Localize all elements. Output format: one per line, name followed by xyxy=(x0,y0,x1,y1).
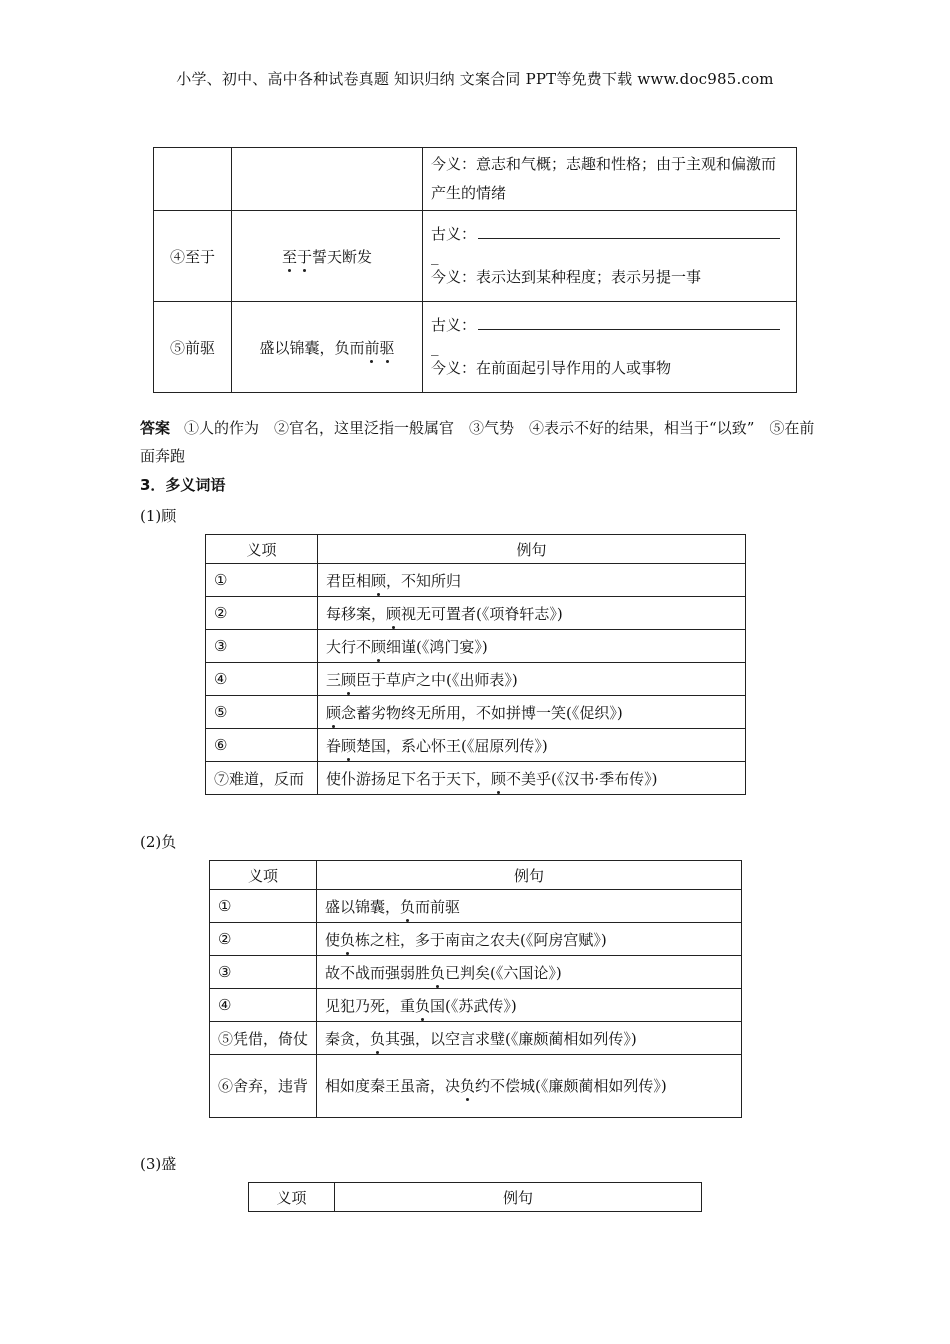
sense-cell: ⑥舍弃，违背 xyxy=(210,1055,317,1118)
emphasis-char: 前 xyxy=(364,338,380,357)
answer-text: ①人的作为 ②官名，这里泛指一般属官 ③气势 ④表示不好的结果，相当于“以致” ⑤在前面奔跑 xyxy=(140,419,815,465)
example-text: 誓天断发 xyxy=(312,247,373,266)
ancient-label: 古义： xyxy=(431,225,477,243)
blank-trail: _ xyxy=(431,338,439,356)
word-cell xyxy=(154,148,232,211)
sense-cell: ② xyxy=(206,597,318,630)
emphasis-char: 顾 xyxy=(491,769,507,788)
emphasis-char: 顾 xyxy=(386,604,402,623)
subsection-title-sheng: (3)盛 xyxy=(140,1155,177,1173)
sentence-text: 盛以锦囊， xyxy=(325,897,401,916)
answer-paragraph xyxy=(140,414,820,470)
example-sentence-cell xyxy=(317,923,742,956)
emphasis-char: 负 xyxy=(340,930,356,949)
sense-cell: ⑦难道，反而 xyxy=(206,762,318,795)
table-row xyxy=(210,890,742,923)
example-sentence-cell xyxy=(318,564,746,597)
sense-cell: ① xyxy=(210,890,317,923)
example-sentence-cell xyxy=(317,989,742,1022)
emphasis-char: 负 xyxy=(400,897,416,916)
emphasis-char: 驱 xyxy=(379,338,395,357)
example-cell xyxy=(232,211,423,302)
example-text: 盛以锦囊，负而 xyxy=(259,338,365,357)
table-row xyxy=(210,923,742,956)
sense-cell: ⑤ xyxy=(206,696,318,729)
example-sentence-cell xyxy=(317,890,742,923)
emphasis-char: 顾 xyxy=(371,571,387,590)
table-row xyxy=(206,663,746,696)
sentence-text: 故不战而强弱胜 xyxy=(325,963,431,982)
emphasis-char: 顾 xyxy=(341,736,357,755)
sense-cell: ④ xyxy=(210,989,317,1022)
sentence-text: 栋之柱，多于南亩之农夫(《阿房宫赋》) xyxy=(355,930,607,949)
meaning-cell xyxy=(423,302,797,393)
table-row xyxy=(210,1022,742,1055)
emphasis-char: 负 xyxy=(370,1029,386,1048)
emphasis-char: 负 xyxy=(460,1077,476,1095)
blank-trail: _ xyxy=(431,247,439,265)
sense-cell: ① xyxy=(206,564,318,597)
table-row xyxy=(206,729,746,762)
polysemy-table-sheng xyxy=(248,1182,702,1212)
word-cell: ④至于 xyxy=(154,211,232,302)
header-example: 例句 xyxy=(317,861,742,890)
word-cell: ⑤前驱 xyxy=(154,302,232,393)
example-sentence-cell xyxy=(318,696,746,729)
emphasis-char: 于 xyxy=(296,247,312,266)
example-sentence-cell xyxy=(318,663,746,696)
meaning-cell: 今义：意志和气概；志趣和性格；由于主观和偏激而产生的情绪 xyxy=(423,148,797,211)
emphasis-char: 负 xyxy=(415,996,431,1015)
subsection-title-fu: (2)负 xyxy=(140,833,177,851)
sentence-text: 眷 xyxy=(326,736,342,755)
sentence-text: 国(《苏武传》) xyxy=(430,996,517,1015)
subsection-title-gu: (1)顾 xyxy=(140,507,177,525)
table-row xyxy=(154,302,797,393)
sense-cell: ③ xyxy=(206,630,318,663)
answer-blank xyxy=(478,224,780,239)
table-row xyxy=(206,630,746,663)
sentence-text: 使 xyxy=(325,930,341,949)
table-header-row xyxy=(206,535,746,564)
example-sentence-cell xyxy=(318,597,746,630)
sentence-text: 臣于草庐之中(《出师表》) xyxy=(356,670,518,689)
sentence-text: 秦贪， xyxy=(325,1029,371,1048)
table-row xyxy=(206,762,746,795)
example-sentence-cell xyxy=(317,956,742,989)
emphasis-char: 顾 xyxy=(371,637,387,656)
emphasis-char: 顾 xyxy=(326,703,342,722)
header-sense: 义项 xyxy=(210,861,317,890)
sentence-text: 每移案， xyxy=(326,604,387,623)
sense-cell: ④ xyxy=(206,663,318,696)
sentence-text: 大行不 xyxy=(326,637,372,656)
header-sense: 义项 xyxy=(206,535,318,564)
sense-cell: ② xyxy=(210,923,317,956)
sense-cell: ⑤凭借，倚仗 xyxy=(210,1022,317,1055)
example-sentence-cell xyxy=(318,630,746,663)
example-sentence-cell xyxy=(317,1055,742,1118)
table-row xyxy=(210,1055,742,1118)
sentence-text: 楚国，系心怀王(《屈原列传》) xyxy=(356,736,548,755)
example-cell xyxy=(232,302,423,393)
table-row xyxy=(154,148,797,211)
modern-meaning: 今义：表示达到某种程度；表示另提一事 xyxy=(431,268,702,286)
modern-meaning: 今义：在前面起引导作用的人或事物 xyxy=(431,359,672,377)
table-header-row xyxy=(249,1183,702,1212)
sentence-text: 念蓄劣物终无所用，不如拼博一笑(《促织》) xyxy=(341,703,623,722)
section-title: 3．多义词语 xyxy=(140,476,226,494)
sentence-text: 其强，以空言求璧(《廉颇蔺相如列传》) xyxy=(385,1029,637,1048)
example-cell xyxy=(232,148,423,211)
table-row xyxy=(210,956,742,989)
table-row xyxy=(154,211,797,302)
ancient-label: 古义： xyxy=(431,316,477,334)
sentence-text: 使仆游扬足下名于天下， xyxy=(326,769,492,788)
meaning-cell xyxy=(423,211,797,302)
emphasis-char: 顾 xyxy=(341,670,357,689)
example-sentence-cell xyxy=(318,729,746,762)
sentence-text: 细谨(《鸿门宴》) xyxy=(386,637,488,656)
sentence-text: 约不偿城(《廉颇蔺相如列传》) xyxy=(475,1077,667,1095)
page-header: 小学、初中、高中各种试卷真题 知识归纳 文案合同 PPT等免费下载 www.doc985.com xyxy=(176,70,774,88)
table-row xyxy=(206,564,746,597)
example-sentence-cell xyxy=(318,762,746,795)
sentence-text: 君臣相 xyxy=(326,571,372,590)
example-sentence-cell xyxy=(317,1022,742,1055)
emphasis-char: 负 xyxy=(430,963,446,982)
answer-label: 答案 xyxy=(140,419,171,437)
sentence-text: 已判矣(《六国论》) xyxy=(445,963,562,982)
table-row xyxy=(210,989,742,1022)
polysemy-table-fu xyxy=(209,860,742,1118)
polysemy-table-gu xyxy=(205,534,746,795)
ancient-modern-table xyxy=(153,147,797,393)
table-row xyxy=(206,696,746,729)
header-example: 例句 xyxy=(318,535,746,564)
header-sense: 义项 xyxy=(249,1183,335,1212)
sentence-text: ，不知所归 xyxy=(386,571,462,590)
sentence-text: 视无可置者(《项脊轩志》) xyxy=(401,604,563,623)
table-row xyxy=(206,597,746,630)
table-header-row xyxy=(210,861,742,890)
sentence-text: 相如度秦王虽斋，决 xyxy=(325,1077,461,1095)
sense-cell: ⑥ xyxy=(206,729,318,762)
sentence-text: 不美乎(《汉书·季布传》) xyxy=(506,769,658,788)
header-example: 例句 xyxy=(335,1183,702,1212)
emphasis-char: 至 xyxy=(281,247,297,266)
sentence-text: 三 xyxy=(326,670,342,689)
sense-cell: ③ xyxy=(210,956,317,989)
sentence-text: 见犯乃死，重 xyxy=(325,996,416,1015)
answer-blank xyxy=(478,315,780,330)
sentence-text: 而前驱 xyxy=(415,897,461,916)
